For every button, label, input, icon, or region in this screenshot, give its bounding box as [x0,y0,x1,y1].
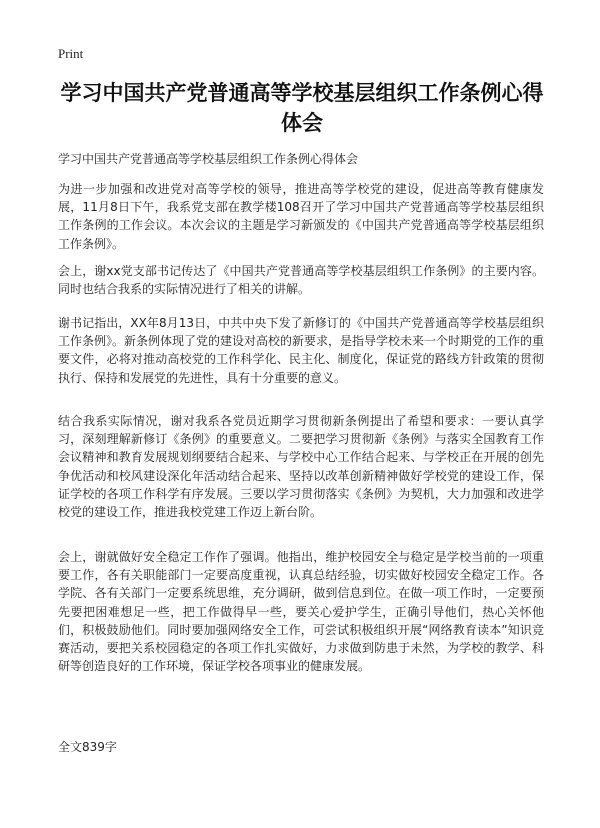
page-title: 学习中国共产党普通高等学校基层组织工作条例心得体会 [60,81,544,135]
paragraph-5: 会上，谢就做好安全稳定工作作了强调。他指出，维护校园安全与稳定是学校当前的一项重要工作，各有关职能部门一定要高度重视，认真总结经验，切实做好校园安全稳定工作。各学院、各有关部门一定要系统思维，充分调研，做到信息到位。在做一项工作时，一定要预先要把困难想足一些，把工作做得早一些，要关心爱护学生，正确引导他们，热心关怀他们，积极鼓励他们。同时要加强网络安全工作，可尝试积极组织开展“网络教育读本”知识竞赛活动，要把关系校园稳定的各项工作扎实做好，力求做到防患于未然，为学校的教学、科研等创造良好的工作环境，保证学校各项事业的健康发展。 [58,550,544,674]
print-link[interactable]: Print [58,46,84,61]
paragraph-3: 谢书记指出，XX年8月13日，中共中央下发了新修订的《中国共产党普通高等学校基层组织工作条例》。新条例体现了党的建设对高校的新要求，是指导学校未来一个时期党的工作的重要文件，必将对推动高校党的工作科学化、民主化、制度化，保证党的路线方针政策的贯彻执行、保持和发展党的先进性，具有十分重要的意义。 [58,316,545,385]
paragraph-2: 会上，谢xx党支部书记传达了《中国共产党普通高等学校基层组织工作条例》的主要内容。同时也结合我系的实际情况进行了相关的讲解。 [58,264,544,297]
paragraph-4: 结合我系实际情况，谢对我系各党员近期学习贯彻新条例提出了希望和要求：一要认真学习，深刻理解新修订《条例》的重要意义。二要把学习贯彻新《条例》与落实全国教育工作会议精神和教育发展规划纲要结合起来、与学校中心工作结合起来、与学校正在开展的创先争优活动和校风建设深化年活动结合起来、坚持以改革创新精神做好学校党的建设工作，保证学校的各项工作科学有序发展。三要以学习贯彻落实《条例》为契机，大力加强和改进学校党的建设工作，推进我校党建工作迈上新台阶。 [58,414,544,520]
paragraph-1: 为进一步加强和改进党对高等学校的领导，推进高等学校党的建设，促进高等教育健康发展，11月8日下午，我系党支部在教学楼108召开了学习中国共产党普通高等学校基层组织工作条例的工作会议。本次会议的主题是学习新颁发的《中国共产党普通高等学校基层组织工作条例》。 [58,182,544,251]
subtitle: 学习中国共产党普通高等学校基层组织工作条例心得体会 [58,152,359,166]
word-count: 全文839字 [58,740,117,754]
